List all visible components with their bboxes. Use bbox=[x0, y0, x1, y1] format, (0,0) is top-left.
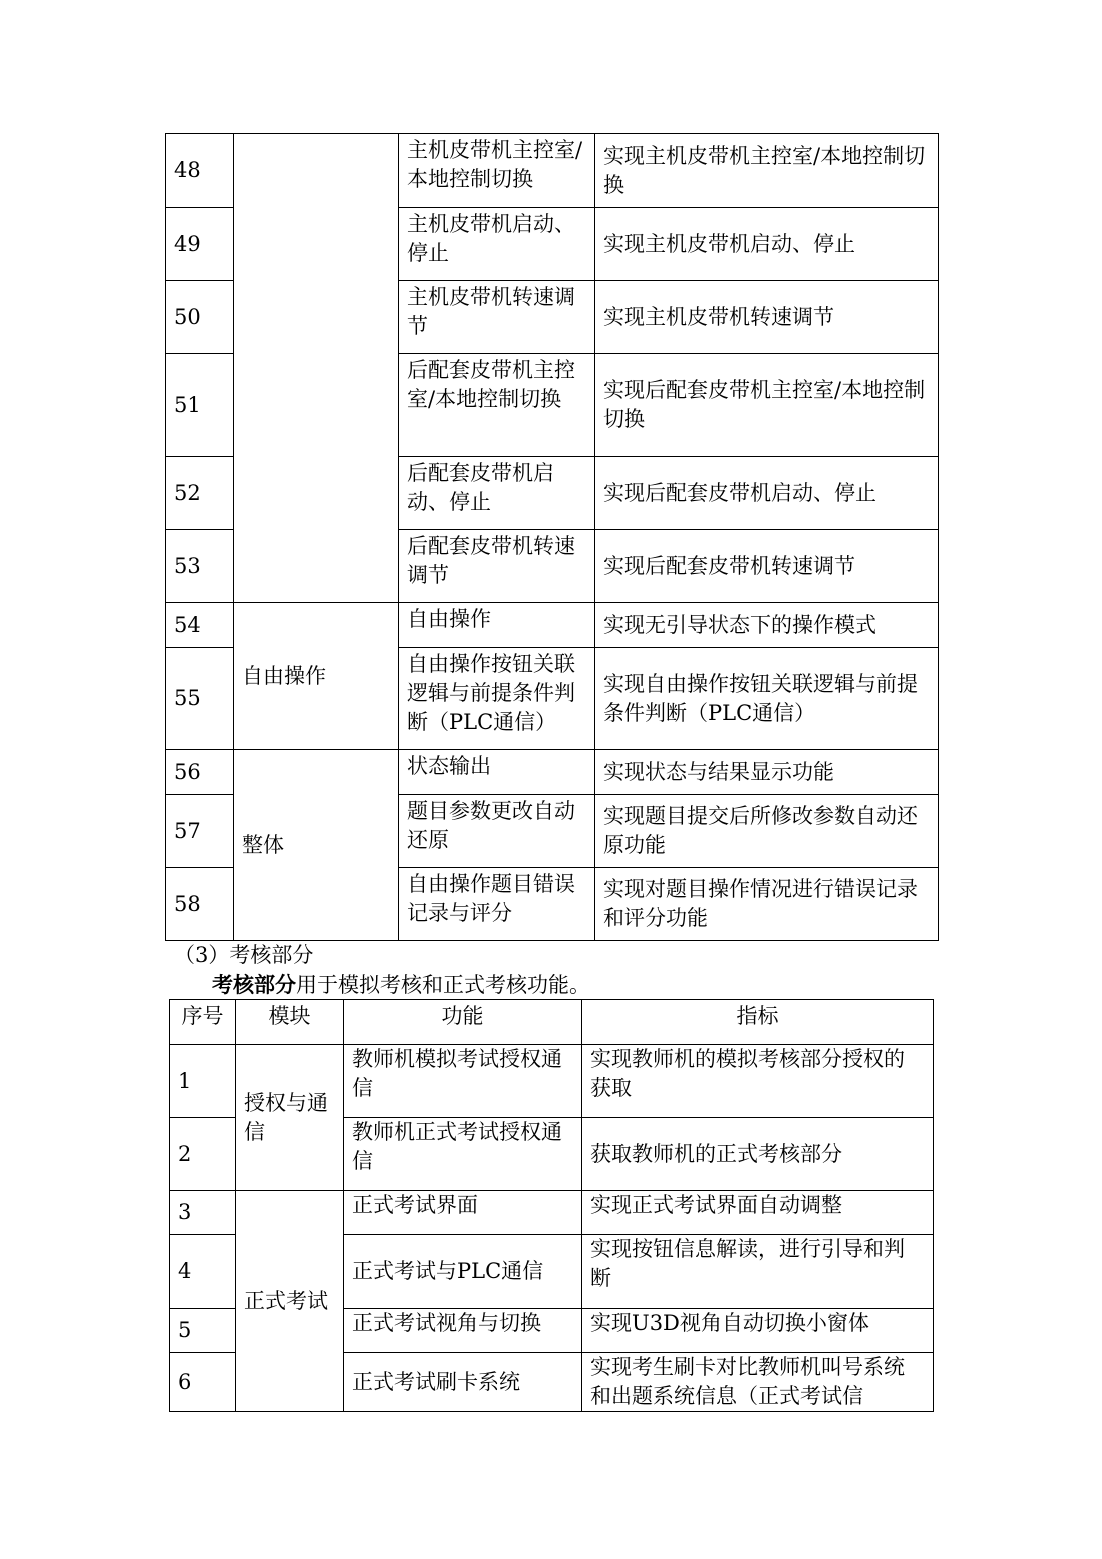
function-cell: 后配套皮带机转速调节 bbox=[399, 530, 595, 603]
header-function: 功能 bbox=[344, 1000, 582, 1045]
row-number: 58 bbox=[166, 868, 234, 941]
row-number: 4 bbox=[170, 1235, 236, 1309]
indicator-cell: 实现无引导状态下的操作模式 bbox=[595, 603, 939, 648]
function-cell: 正式考试刷卡系统 bbox=[344, 1353, 582, 1412]
indicator-cell: 实现主机皮带机启动、停止 bbox=[595, 208, 939, 281]
row-number: 54 bbox=[166, 603, 234, 648]
indicator-cell: 实现自由操作按钮关联逻辑与前提条件判断（PLC通信） bbox=[595, 648, 939, 750]
row-number: 51 bbox=[166, 354, 234, 457]
row-number: 56 bbox=[166, 750, 234, 795]
header-no: 序号 bbox=[170, 1000, 236, 1045]
indicator-cell: 实现主机皮带机主控室/本地控制切换 bbox=[595, 134, 939, 208]
intro-text: 用于模拟考核和正式考核功能。 bbox=[296, 973, 590, 997]
section-title: （3）考核部分 bbox=[174, 943, 314, 967]
indicator-cell: 实现后配套皮带机启动、停止 bbox=[595, 457, 939, 530]
module-cell: 自由操作 bbox=[234, 603, 399, 750]
header-indicator: 指标 bbox=[582, 1000, 934, 1045]
section-intro bbox=[212, 970, 590, 1000]
indicator-cell: 实现正式考试界面自动调整 bbox=[582, 1191, 934, 1235]
row-number: 49 bbox=[166, 208, 234, 281]
function-cell: 教师机正式考试授权通信 bbox=[344, 1118, 582, 1191]
header-module: 模块 bbox=[236, 1000, 344, 1045]
module-cell: 授权与通信 bbox=[236, 1045, 344, 1191]
row-number: 6 bbox=[170, 1353, 236, 1412]
indicator-cell: 实现主机皮带机转速调节 bbox=[595, 281, 939, 354]
row-number: 52 bbox=[166, 457, 234, 530]
row-number: 3 bbox=[170, 1191, 236, 1235]
function-cell: 正式考试视角与切换 bbox=[344, 1309, 582, 1353]
function-cell: 自由操作 bbox=[399, 603, 595, 648]
intro-bold-term: 考核部分 bbox=[212, 972, 296, 997]
module-cell: 整体 bbox=[234, 750, 399, 941]
function-cell: 教师机模拟考试授权通信 bbox=[344, 1045, 582, 1118]
indicator-cell: 实现状态与结果显示功能 bbox=[595, 750, 939, 795]
function-cell: 主机皮带机主控室/本地控制切换 bbox=[399, 134, 595, 208]
function-cell: 自由操作题目错误记录与评分 bbox=[399, 868, 595, 941]
function-cell: 题目参数更改自动还原 bbox=[399, 795, 595, 868]
function-cell: 正式考试与PLC通信 bbox=[344, 1235, 582, 1309]
function-cell: 后配套皮带机启动、停止 bbox=[399, 457, 595, 530]
assessment-table bbox=[169, 999, 934, 1412]
table-row bbox=[170, 1191, 934, 1235]
row-number: 50 bbox=[166, 281, 234, 354]
function-cell: 自由操作按钮关联逻辑与前提条件判断（PLC通信） bbox=[399, 648, 595, 750]
row-number: 1 bbox=[170, 1045, 236, 1118]
function-table-continued bbox=[165, 133, 939, 941]
function-cell: 状态输出 bbox=[399, 750, 595, 795]
row-number: 5 bbox=[170, 1309, 236, 1353]
indicator-cell: 实现题目提交后所修改参数自动还原功能 bbox=[595, 795, 939, 868]
function-cell: 主机皮带机启动、停止 bbox=[399, 208, 595, 281]
row-number: 48 bbox=[166, 134, 234, 208]
indicator-cell: 实现教师机的模拟考核部分授权的获取 bbox=[582, 1045, 934, 1118]
table-row bbox=[166, 603, 939, 648]
indicator-cell: 实现U3D视角自动切换小窗体 bbox=[582, 1309, 934, 1353]
module-cell: 正式考试 bbox=[236, 1191, 344, 1412]
table-row bbox=[166, 134, 939, 208]
table-row bbox=[170, 1045, 934, 1118]
table-header-row bbox=[170, 1000, 934, 1045]
indicator-cell: 实现按钮信息解读，进行引导和判断 bbox=[582, 1235, 934, 1309]
function-cell: 主机皮带机转速调节 bbox=[399, 281, 595, 354]
indicator-cell: 获取教师机的正式考核部分 bbox=[582, 1118, 934, 1191]
function-cell: 正式考试界面 bbox=[344, 1191, 582, 1235]
row-number: 2 bbox=[170, 1118, 236, 1191]
row-number: 57 bbox=[166, 795, 234, 868]
row-number: 53 bbox=[166, 530, 234, 603]
table-row bbox=[166, 750, 939, 795]
function-cell: 后配套皮带机主控室/本地控制切换 bbox=[399, 354, 595, 457]
indicator-cell: 实现后配套皮带机主控室/本地控制切换 bbox=[595, 354, 939, 457]
indicator-cell: 实现考生刷卡对比教师机叫号系统和出题系统信息（正式考试信 bbox=[582, 1353, 934, 1412]
module-cell bbox=[234, 134, 399, 603]
indicator-cell: 实现对题目操作情况进行错误记录和评分功能 bbox=[595, 868, 939, 941]
indicator-cell: 实现后配套皮带机转速调节 bbox=[595, 530, 939, 603]
row-number: 55 bbox=[166, 648, 234, 750]
